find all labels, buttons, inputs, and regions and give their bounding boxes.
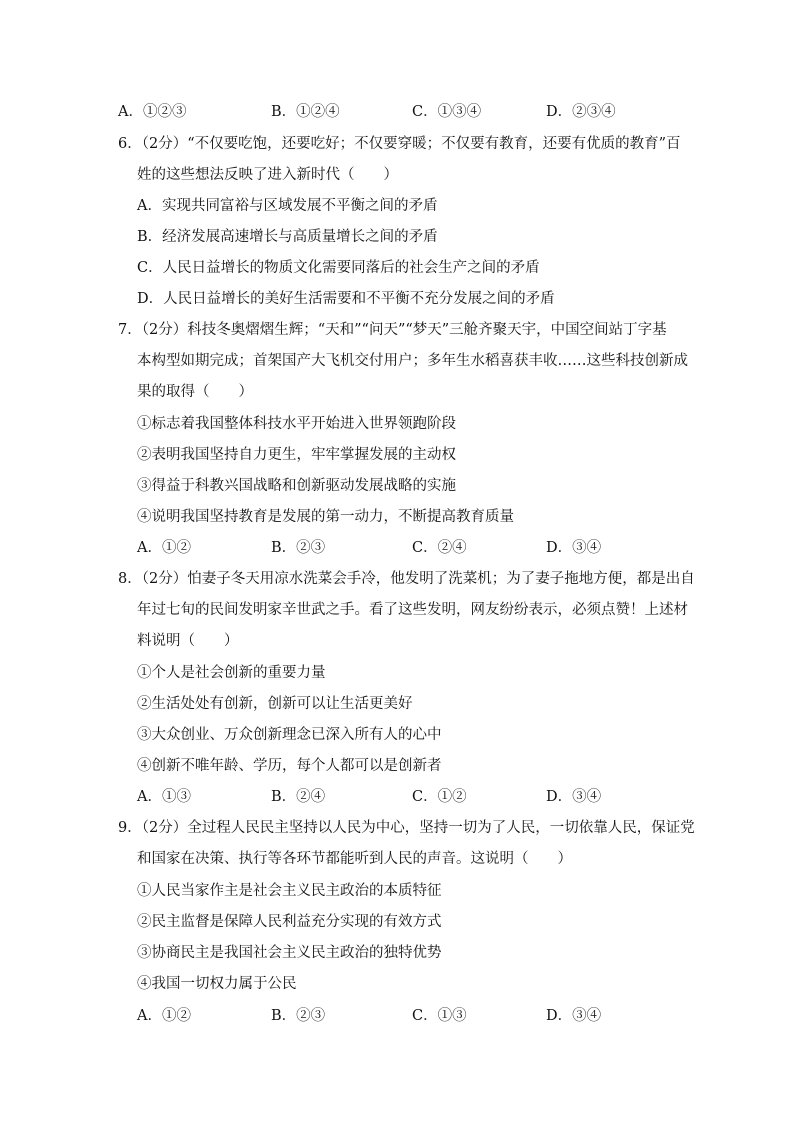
q7-choices bbox=[137, 538, 697, 558]
q9-choice-c: C．①③ bbox=[412, 1008, 467, 1024]
q7-choice-c: C．②④ bbox=[412, 540, 467, 556]
q8-choices bbox=[137, 787, 697, 807]
q6-stem-line-1: 6．（2分）“不仅要吃饱，还要吃好；不仅要穿暖；不仅要有教育，还要有优质的教育”百 bbox=[118, 136, 681, 152]
q5-choice-b: B．①②④ bbox=[271, 104, 340, 120]
q7-statement-3: ③得益于科教兴国战略和创新驱动发展战略的实施 bbox=[137, 478, 456, 494]
q5-choice-a: A．①②③ bbox=[118, 104, 187, 120]
q9-stem-line-2: 和国家在决策、执行等各环节都能听到人民的声音。这说明（ ） bbox=[137, 851, 572, 867]
q7-stem-line-2: 本构型如期完成；首架国产大飞机交付用户；多年生水稻喜获丰收……这些科技创新成 bbox=[137, 353, 688, 369]
q8-statement-4: ④创新不唯年龄、学历，每个人都可以是创新者 bbox=[137, 758, 442, 774]
q8-choice-a: A．①③ bbox=[137, 789, 191, 805]
q6-option-b: B．经济发展高速增长与高质量增长之间的矛盾 bbox=[137, 229, 438, 245]
q8-statement-1: ①个人是社会创新的重要力量 bbox=[137, 665, 326, 681]
q6-option-a: A．实现共同富裕与区域发展不平衡之间的矛盾 bbox=[137, 198, 438, 214]
q7-choice-a: A．①② bbox=[137, 540, 191, 556]
q7-statement-2: ②表明我国坚持自力更生，牢牢掌握发展的主动权 bbox=[137, 447, 456, 463]
q8-choice-b: B．②④ bbox=[271, 789, 326, 805]
q8-stem-line-1: 8．（2分）怕妻子冬天用凉水洗菜会手冷，他发明了洗菜机；为了妻子拖地方便，都是出自 bbox=[118, 571, 695, 587]
q5-choice-d: D．②③④ bbox=[546, 104, 616, 120]
q7-choice-d: D．③④ bbox=[546, 540, 602, 556]
q9-statement-3: ③协商民主是我国社会主义民主政治的独特优势 bbox=[137, 945, 442, 961]
q7-choice-b: B．②③ bbox=[271, 540, 326, 556]
q5-choice-c: C．①③④ bbox=[412, 104, 482, 120]
q9-statement-4: ④我国一切权力属于公民 bbox=[137, 976, 297, 992]
q6-stem-line-2: 姓的这些想法反映了进入新时代（ ） bbox=[137, 167, 398, 183]
q7-statement-4: ④说明我国坚持教育是发展的第一动力，不断提高教育质量 bbox=[137, 509, 514, 525]
q8-stem-line-2: 年过七旬的民间发明家辛世武之手。看了这些发明，网友纷纷表示，必须点赞！上述材 bbox=[137, 602, 688, 618]
q9-choice-d: D．③④ bbox=[546, 1008, 602, 1024]
q8-statement-2: ②生活处处有创新，创新可以让生活更美好 bbox=[137, 696, 413, 712]
q7-statement-1: ①标志着我国整体科技水平开始进入世界领跑阶段 bbox=[137, 416, 456, 432]
q9-statement-2: ②民主监督是保障人民利益充分实现的有效方式 bbox=[137, 914, 442, 930]
q8-choice-d: D．③④ bbox=[546, 789, 602, 805]
q7-stem-line-1: 7．（2分）科技冬奥熠熠生辉；“天和”“问天”“梦天”三舱齐聚天宇，中国空间站丁字基 bbox=[118, 322, 667, 338]
q5-choices bbox=[118, 102, 678, 122]
q8-choice-c: C．①② bbox=[412, 789, 467, 805]
q9-choice-b: B．②③ bbox=[271, 1008, 326, 1024]
q9-statement-1: ①人民当家作主是社会主义民主政治的本质特征 bbox=[137, 883, 442, 899]
q8-stem-line-3: 料说明（ ） bbox=[137, 633, 239, 649]
q9-choice-a: A．①② bbox=[137, 1008, 191, 1024]
q6-option-d: D．人民日益增长的美好生活需要和不平衡不充分发展之间的矛盾 bbox=[137, 291, 555, 307]
q8-statement-3: ③大众创业、万众创新理念已深入所有人的心中 bbox=[137, 727, 442, 743]
q9-choices bbox=[137, 1006, 697, 1026]
q6-option-c: C．人民日益增长的物质文化需要同落后的社会生产之间的矛盾 bbox=[137, 260, 540, 276]
q9-stem-line-1: 9．（2分）全过程人民民主坚持以人民为中心，坚持一切为了人民，一切依靠人民，保证党 bbox=[118, 820, 695, 836]
q7-stem-line-3: 果的取得（ ） bbox=[137, 384, 253, 400]
